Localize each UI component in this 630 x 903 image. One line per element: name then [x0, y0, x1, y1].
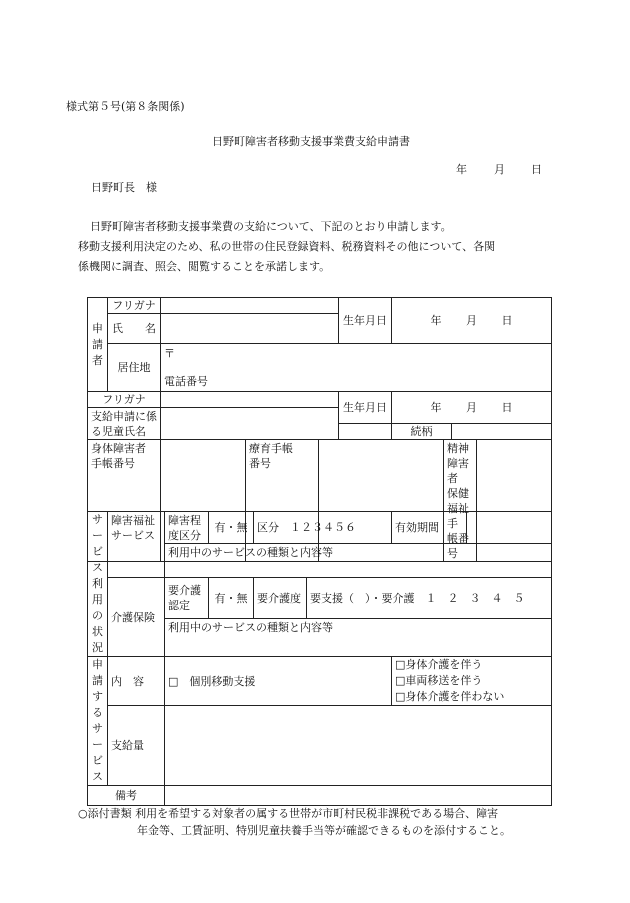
intro-line-2: 移動支援利用決定のため、私の世帯の住民登録資料、税務資料その他について、各関 — [78, 240, 496, 253]
content-label: 内 容 — [108, 657, 165, 706]
care-level-label: 要介護度 — [254, 578, 307, 619]
name-field[interactable] — [161, 314, 339, 344]
care-certification-label: 要介護 認定 — [165, 578, 209, 619]
child-birth-date-label: 生年月日 — [339, 392, 392, 424]
date-year-label: 年 — [456, 163, 467, 176]
postal-mark: 〒 — [164, 347, 175, 360]
option-vehicle-transport[interactable]: □車両移送を伴う — [395, 674, 483, 687]
ryoiku-handbook-label: 療育手帳 番号 — [246, 440, 319, 562]
category-yes-no[interactable]: 有・無 — [209, 512, 254, 544]
amount-label: 支給量 — [108, 706, 165, 786]
relation-label: 続柄 — [392, 424, 452, 440]
form-title: 日野町障害者移動支援事業費支給申請書 — [212, 135, 410, 148]
individual-support-checkbox[interactable]: □ 個別移動支援 — [165, 657, 392, 706]
service-table — [87, 511, 552, 806]
attachment-note-line-2: 年金等、工賃証明、特別児童扶養手当等が確認できるものを添付すること。 — [137, 824, 511, 837]
intro-line-3: 係機関に調査、照会、閲覧することを承諾します。 — [78, 260, 331, 273]
child-furigana-field[interactable] — [161, 392, 339, 408]
relation-field[interactable] — [452, 424, 552, 440]
name-label: 氏 名 — [108, 314, 161, 344]
form-number: 様式第５号(第８条関係) — [66, 100, 185, 113]
remarks-label: 備考 — [88, 786, 165, 806]
amount-field[interactable] — [165, 706, 552, 786]
physical-handbook-label: 身体障害者 手帳番号 — [88, 440, 161, 562]
mental-handbook-label: 精神障害者 保健福祉手 帳番号 — [444, 440, 477, 562]
valid-period-field[interactable] — [467, 512, 552, 544]
valid-period-label: 有効期間 — [392, 512, 467, 544]
remarks-field[interactable] — [165, 786, 552, 806]
welfare-service-label: 障害福祉 サービス — [108, 512, 165, 578]
child-name-label: 支給申請に係 る児童氏名 — [88, 408, 161, 440]
intro-line-1: 日野町障害者移動支援事業費の支給について、下記のとおり申請します。 — [90, 220, 452, 233]
category-label: 障害程 度区分 — [165, 512, 209, 544]
applicant-vertical-label: 申 請 者 — [88, 298, 108, 392]
care-services-in-use[interactable]: 利用中のサービスの種類と内容等 — [165, 619, 552, 657]
addressee: 日野町長 様 — [91, 181, 157, 194]
usage-status-vertical-label: サ ー ビ ス 利 用 の 状 況 — [88, 512, 108, 657]
birth-date-field[interactable]: 年 月 日 — [392, 298, 552, 344]
child-name-field[interactable] — [161, 408, 339, 440]
attachment-note-line-1: ○添付書類 利用を希望する対象者の属する世帯が市町村民税非課税である場合、障害 — [78, 807, 499, 820]
category-values[interactable]: 区分 １２３４５６ — [254, 512, 392, 544]
furigana-label: フリガナ — [108, 298, 161, 314]
support-options — [392, 657, 552, 706]
birth-date-label: 生年月日 — [339, 298, 392, 344]
relation-spacer — [339, 424, 392, 440]
date-month-label: 月 — [494, 163, 505, 176]
child-birth-date-field[interactable]: 年 月 日 — [392, 392, 552, 424]
care-insurance-label: 介護保険 — [108, 578, 165, 657]
option-no-physical-care[interactable]: □身体介護を伴わない — [395, 690, 505, 703]
requested-service-vertical-label: 申 請 す る サ ー ビ ス — [88, 657, 108, 786]
address-field[interactable] — [161, 344, 552, 392]
option-physical-care[interactable]: □身体介護を伴う — [395, 658, 483, 671]
date-day-label: 日 — [531, 163, 542, 176]
child-furigana-label: フリガナ — [88, 392, 161, 408]
phone-label: 電話番号 — [164, 375, 208, 388]
address-label: 居住地 — [108, 344, 161, 392]
care-yes-no[interactable]: 有・無 — [209, 578, 254, 619]
care-level-values[interactable]: 要支援（ ）・要介護 １ ２ ３ ４ ５ — [307, 578, 552, 619]
welfare-services-in-use[interactable]: 利用中のサービスの種類と内容等 — [165, 544, 552, 578]
furigana-field[interactable] — [161, 298, 339, 314]
